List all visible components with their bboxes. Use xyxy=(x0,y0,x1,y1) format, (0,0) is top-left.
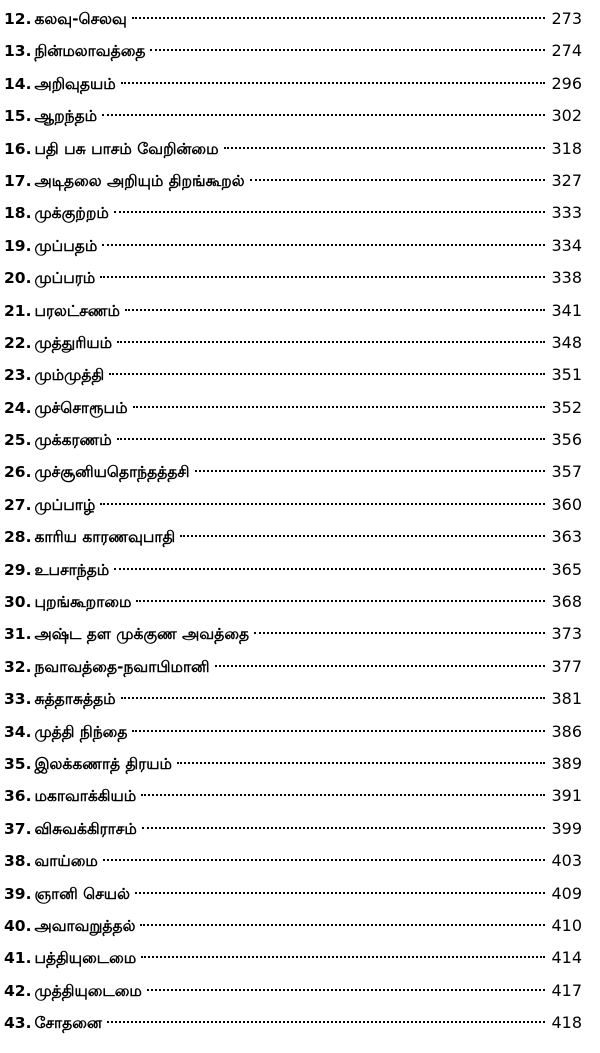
toc-entry-number: 20. xyxy=(4,269,32,288)
toc-entry-title: மகாவாக்கியம் xyxy=(34,787,137,806)
toc-entry-number: 32. xyxy=(4,657,32,676)
dot-leader xyxy=(121,82,546,84)
toc-entry-page-number: 318 xyxy=(551,138,582,158)
toc-entry-page-number: 334 xyxy=(551,235,582,255)
toc-entry-title: பத்தியுடைமை xyxy=(34,949,137,968)
toc-entry-number: 43. xyxy=(4,1014,32,1033)
toc-entry-page-number: 386 xyxy=(551,721,582,741)
toc-entry-page-number: 381 xyxy=(551,689,582,709)
toc-entry-number: 15. xyxy=(4,107,32,126)
toc-entry-number: 25. xyxy=(4,431,32,450)
toc-entry-number: 19. xyxy=(4,236,32,255)
toc-entry-page-number: 357 xyxy=(551,462,582,482)
toc-entry-number: 34. xyxy=(4,722,32,741)
toc-entry xyxy=(4,942,582,974)
toc-entry-number: 29. xyxy=(4,560,32,579)
toc-entry-title: உபசாந்தம் xyxy=(34,560,110,579)
toc-entry xyxy=(4,295,582,327)
toc-entry xyxy=(4,748,582,780)
dot-leader xyxy=(141,794,545,796)
toc-entry-number: 41. xyxy=(4,949,32,968)
toc-entry-page-number: 352 xyxy=(551,397,582,417)
toc-entry xyxy=(4,618,582,650)
toc-entry-page-number: 399 xyxy=(551,818,582,838)
dot-leader xyxy=(147,989,546,991)
dot-leader xyxy=(133,406,546,408)
dot-leader xyxy=(125,309,545,311)
toc-entry-number: 35. xyxy=(4,754,32,773)
toc-entry-page-number: 302 xyxy=(551,106,582,126)
toc-entry xyxy=(4,813,582,845)
toc-entry-title: இலக்கணாத் திரயம் xyxy=(34,754,173,773)
toc-entry-page-number: 377 xyxy=(551,656,582,676)
dot-leader xyxy=(177,762,545,764)
dot-leader xyxy=(114,568,545,570)
toc-entry-page-number: 391 xyxy=(551,786,582,806)
toc-entry xyxy=(4,780,582,812)
dot-leader xyxy=(150,49,545,51)
toc-entry-title: முச்சூனியதொந்தத்தசி xyxy=(34,463,190,482)
toc-entry xyxy=(4,683,582,715)
dot-leader xyxy=(107,1021,546,1023)
dot-leader xyxy=(117,341,545,343)
dot-leader xyxy=(140,924,545,926)
toc-entry xyxy=(4,651,582,683)
toc-entry xyxy=(4,165,582,197)
toc-entry-title: வாய்மை xyxy=(34,852,98,871)
dot-leader xyxy=(103,859,546,861)
toc-entry-number: 31. xyxy=(4,625,32,644)
toc-entry-title: அஷ்ட தள முக்குண அவத்தை xyxy=(34,625,250,644)
toc-entry xyxy=(4,100,582,132)
toc-entry-number: 42. xyxy=(4,981,32,1000)
toc-entry-page-number: 348 xyxy=(551,332,582,352)
toc-entry-number: 37. xyxy=(4,819,32,838)
toc-entry-number: 22. xyxy=(4,333,32,352)
toc-entry-title: பதி பசு பாசம் வேறின்மை xyxy=(34,139,219,158)
toc-entry-page-number: 368 xyxy=(551,592,582,612)
toc-entry xyxy=(4,521,582,553)
dot-leader xyxy=(109,373,545,375)
dot-leader xyxy=(141,956,545,958)
toc-entry-page-number: 373 xyxy=(551,624,582,644)
toc-entry xyxy=(4,586,582,618)
toc-entry xyxy=(4,327,582,359)
toc-entry-page-number: 296 xyxy=(551,73,582,93)
toc-entry xyxy=(4,910,582,942)
dot-leader xyxy=(215,665,546,667)
toc-entry-title: முத்துரியம் xyxy=(34,333,113,352)
toc-entry-page-number: 274 xyxy=(551,41,582,61)
toc-entry xyxy=(4,716,582,748)
toc-entry-page-number: 341 xyxy=(551,300,582,320)
toc-entry-number: 26. xyxy=(4,463,32,482)
toc-entry-title: முத்தியுடைமை xyxy=(34,981,142,1000)
toc-entry-page-number: 356 xyxy=(551,430,582,450)
toc-entry-page-number: 403 xyxy=(551,851,582,871)
toc-entry-page-number: 418 xyxy=(551,1013,582,1033)
toc-entry-page-number: 360 xyxy=(551,494,582,514)
toc-entry xyxy=(4,133,582,165)
toc-entry-number: 39. xyxy=(4,884,32,903)
dot-leader xyxy=(102,114,545,116)
toc-entry-number: 40. xyxy=(4,916,32,935)
dot-leader xyxy=(135,892,545,894)
toc-entry-title: ஞானி செயல் xyxy=(34,884,130,903)
toc-entry xyxy=(4,230,582,262)
toc-entry xyxy=(4,359,582,391)
dot-leader xyxy=(224,147,546,149)
toc-entry xyxy=(4,392,582,424)
toc-entry-number: 12. xyxy=(4,10,32,28)
toc-entry-number: 27. xyxy=(4,495,32,514)
toc-entry-title: விசுவக்கிராசம் xyxy=(34,819,137,838)
dot-leader xyxy=(132,17,546,19)
toc-entry-page-number: 410 xyxy=(551,915,582,935)
toc-entry-title: முக்குற்றம் xyxy=(34,204,109,223)
toc-entry-title: நவாவத்தை-நவாபிமானி xyxy=(34,657,210,676)
toc-entry-number: 38. xyxy=(4,852,32,871)
toc-entry-page-number: 414 xyxy=(551,948,582,968)
toc-entry-title: சுத்தாசுத்தம் xyxy=(34,690,116,709)
toc-entry-page-number: 363 xyxy=(551,527,582,547)
toc-entry xyxy=(4,975,582,1007)
toc-entry xyxy=(4,554,582,586)
dot-leader xyxy=(180,535,545,537)
toc-entry-title: சோதனை xyxy=(34,1014,102,1033)
toc-entry-page-number: 338 xyxy=(551,268,582,288)
dot-leader xyxy=(250,179,546,181)
toc-entry xyxy=(4,68,582,100)
toc-entry-title: மும்முத்தி xyxy=(34,366,105,385)
toc-entry xyxy=(4,197,582,229)
toc-entry-number: 21. xyxy=(4,301,32,320)
toc-entry-title: புறங்கூறாமை xyxy=(34,593,132,612)
dot-leader xyxy=(114,211,546,213)
toc-entry-page-number: 365 xyxy=(551,559,582,579)
toc-entry-title: முப்பாழ் xyxy=(34,495,96,514)
toc-entry-page-number: 417 xyxy=(551,980,582,1000)
toc-entry-title: முக்கரணம் xyxy=(34,431,112,450)
toc-entry-number: 18. xyxy=(4,204,32,223)
toc-entry-page-number: 351 xyxy=(551,365,582,385)
toc-entry-title: முப்பரம் xyxy=(34,269,96,288)
toc-entry-number: 36. xyxy=(4,787,32,806)
toc-entry-title: ஆறந்தம் xyxy=(34,107,98,126)
toc-entry-title: கலவு-செலவு xyxy=(34,10,127,28)
toc-entry-number: 33. xyxy=(4,690,32,709)
toc-entry-page-number: 333 xyxy=(551,203,582,223)
toc-entry-title: அடிதலை அறியும் திறங்கூறல் xyxy=(34,171,245,190)
toc-entry-number: 24. xyxy=(4,398,32,417)
dot-leader xyxy=(102,244,545,246)
dot-leader xyxy=(100,503,545,505)
toc-entry-page-number: 389 xyxy=(551,753,582,773)
dot-leader xyxy=(136,600,545,602)
toc-entry-title: காரிய காரணவுபாதி xyxy=(34,528,176,547)
toc-entry-number: 13. xyxy=(4,42,32,61)
toc-entry xyxy=(4,424,582,456)
toc-entry xyxy=(4,3,582,35)
toc-entry-number: 14. xyxy=(4,74,32,93)
toc-entry xyxy=(4,1007,582,1039)
toc-entry-number: 30. xyxy=(4,593,32,612)
toc-entry-title: அறிவுதயம் xyxy=(34,74,116,93)
toc-entry xyxy=(4,845,582,877)
toc-entry-number: 16. xyxy=(4,139,32,158)
toc-entry-title: முச்சொரூபம் xyxy=(34,398,128,417)
toc-entry xyxy=(4,262,582,294)
dot-leader xyxy=(142,827,546,829)
toc-entry-page-number: 409 xyxy=(551,883,582,903)
toc-entry-number: 28. xyxy=(4,528,32,547)
dot-leader xyxy=(132,730,545,732)
toc-entry xyxy=(4,489,582,521)
dot-leader xyxy=(254,632,545,634)
toc-entry xyxy=(4,878,582,910)
toc-entry-title: முத்தி நிந்தை xyxy=(34,722,128,741)
toc-entry-page-number: 327 xyxy=(551,170,582,190)
dot-leader xyxy=(195,470,546,472)
toc-entry-number: 17. xyxy=(4,171,32,190)
dot-leader xyxy=(121,697,546,699)
toc-entry-number: 23. xyxy=(4,366,32,385)
toc-entry-page-number: 273 xyxy=(551,9,582,28)
toc-entry-title: பரலட்சணம் xyxy=(34,301,120,320)
toc-entry xyxy=(4,35,582,67)
dot-leader xyxy=(100,276,545,278)
toc-entry-title: அவாவறுத்தல் xyxy=(34,916,136,935)
dot-leader xyxy=(117,438,546,440)
toc-entry xyxy=(4,456,582,488)
toc-entry-title: நின்மலாவத்தை xyxy=(34,42,146,61)
toc-entry-title: முப்பதம் xyxy=(34,236,98,255)
